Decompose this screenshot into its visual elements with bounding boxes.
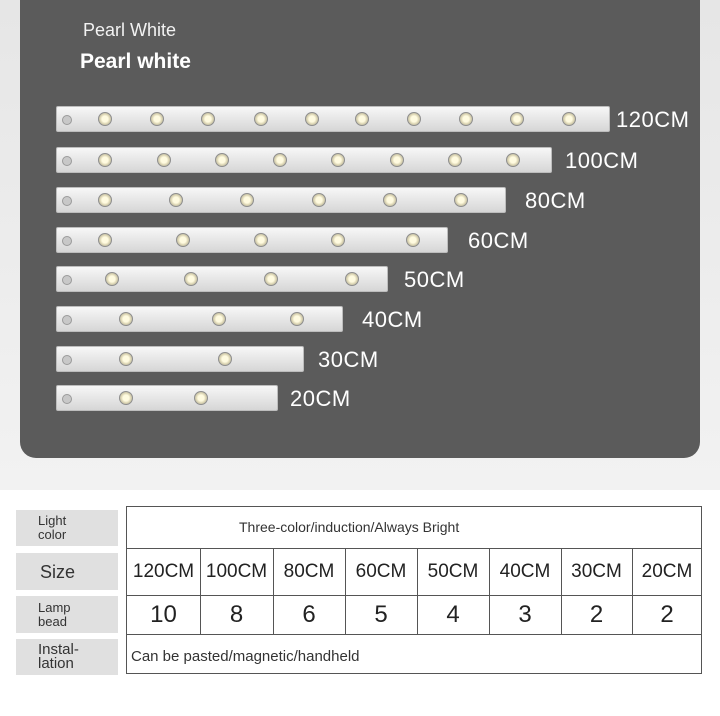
label-lamp-bead: Lamp bead (16, 596, 118, 633)
led-bead-icon (254, 112, 268, 126)
bar-length-label: 20CM (290, 386, 351, 411)
bar-end-cap (62, 196, 72, 206)
led-bead-icon (264, 272, 278, 286)
size-cell: 50CM (427, 561, 479, 582)
bar-length-label: 30CM (318, 347, 379, 372)
size-cell: 30CM (571, 561, 622, 582)
light-bar (56, 106, 610, 132)
led-bead-icon (119, 391, 133, 405)
led-bead-icon (176, 233, 190, 247)
led-bead-icon (218, 352, 232, 366)
lamp-bead-cell: 6 (302, 601, 316, 628)
led-bead-icon (119, 352, 133, 366)
led-bead-icon (448, 153, 462, 167)
led-bead-icon (345, 272, 359, 286)
led-bead-icon (562, 112, 576, 126)
led-bead-icon (459, 112, 473, 126)
lamp-bead-cell: 2 (589, 601, 604, 628)
led-bead-icon (312, 193, 326, 207)
light-bar (56, 306, 343, 332)
led-bead-icon (98, 153, 112, 167)
light-bar (56, 147, 552, 173)
light-bar (56, 385, 278, 411)
led-bead-icon (98, 193, 112, 207)
led-bead-icon (212, 312, 226, 326)
bar-end-cap (62, 394, 72, 404)
grid-row-divider (127, 634, 701, 635)
bar-end-cap (62, 156, 72, 166)
led-bead-icon (98, 233, 112, 247)
light-bar (56, 346, 304, 372)
label-light-color: Light color (16, 510, 118, 546)
light-bar (56, 266, 388, 292)
led-bead-icon (454, 193, 468, 207)
led-bead-icon (184, 272, 198, 286)
led-bead-icon (355, 112, 369, 126)
led-bead-icon (273, 153, 287, 167)
led-bead-icon (105, 272, 119, 286)
size-cell: 120CM (132, 561, 195, 582)
label-installation: Instal-lation (16, 639, 118, 675)
color-title: Pearl White (83, 20, 177, 40)
lamp-bead-cell: 2 (660, 601, 674, 628)
led-bead-icon (157, 153, 171, 167)
led-bead-icon (150, 112, 164, 126)
led-bead-icon (407, 112, 421, 126)
led-bead-icon (290, 312, 304, 326)
led-bead-icon (240, 193, 254, 207)
bar-length-label: 80CM (525, 188, 586, 213)
lamp-bead-cell: 4 (446, 601, 460, 628)
bar-end-cap (62, 236, 72, 246)
bar-end-cap (62, 355, 72, 365)
led-bead-icon (383, 193, 397, 207)
light-bar (56, 227, 448, 253)
bar-length-label: 40CM (362, 307, 423, 332)
led-bead-icon (406, 233, 420, 247)
led-bead-icon (194, 391, 208, 405)
led-bead-icon (98, 112, 112, 126)
led-bead-icon (254, 233, 268, 247)
color-subtitle: Pearl white (80, 50, 191, 73)
led-bead-icon (119, 312, 133, 326)
bar-length-label: 120CM (616, 107, 690, 132)
light-bar (56, 187, 506, 213)
led-bead-icon (506, 153, 520, 167)
spec-grid (126, 506, 702, 674)
bar-end-cap (62, 275, 72, 285)
size-cell: 20CM (641, 561, 693, 582)
led-bead-icon (510, 112, 524, 126)
bar-length-label: 100CM (565, 148, 639, 173)
led-bead-icon (305, 112, 319, 126)
bar-end-cap (62, 115, 72, 125)
lamp-bead-cell: 3 (518, 601, 532, 628)
lamp-bead-cell: 8 (229, 601, 244, 628)
led-bead-icon (215, 153, 229, 167)
installation-value: Can be pasted/magnetic/handheld (131, 648, 360, 665)
led-bead-icon (331, 233, 345, 247)
bar-length-label: 60CM (468, 228, 529, 253)
lamp-bead-cell: 5 (374, 601, 388, 628)
size-cell: 40CM (499, 561, 551, 582)
light-color-value: Three-color/induction/Always Bright (239, 519, 460, 535)
size-cell: 80CM (283, 561, 335, 582)
led-bead-icon (331, 153, 345, 167)
size-cell: 60CM (355, 561, 407, 582)
led-bead-icon (201, 112, 215, 126)
lamp-bead-cell: 10 (150, 601, 177, 628)
bar-end-cap (62, 315, 72, 325)
size-cell: 100CM (205, 561, 268, 582)
bar-length-label: 50CM (404, 267, 465, 292)
led-bead-icon (390, 153, 404, 167)
led-bead-icon (169, 193, 183, 207)
label-size: Size (16, 553, 118, 590)
